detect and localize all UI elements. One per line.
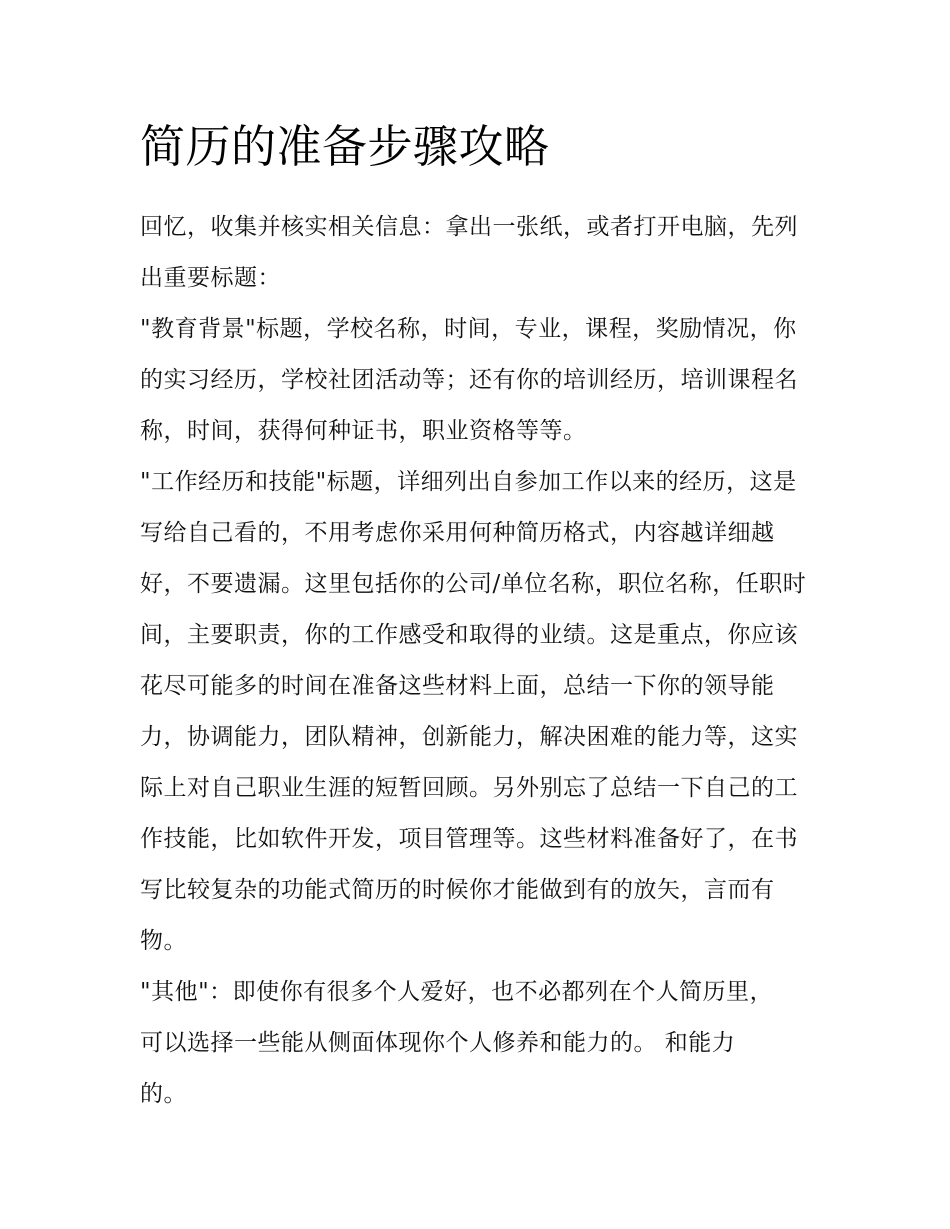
page-title: 简历的准备步骤攻略 — [140, 120, 550, 173]
paragraph-education: "教育背景"标题，学校名称，时间，专业，课程，奖励情况，你的实习经历，学校社团活动等；还有你的培训经历，培训课程名称，时间，获得何种证书，职业资格等等。 — [140, 316, 798, 444]
document-body — [140, 112, 812, 1120]
paragraph-other: "其他"：即使你有很多个人爱好，也不必都列在个人简历里，可以选择一些能从侧面体现你个人修养和能力的。 和能力的。 — [140, 979, 774, 1107]
paragraph-work-experience: "工作经历和技能"标题，详细列出自参加工作以来的经历，这是写给自己看的，不用考虑你采用何种简历格式，内容越详细越好，不要遗漏。这里包括你的公司/单位名称，职位名称，任职时间，主要职责，你的工作感受和取得的业绩。这是重点，你应该花尽可能多的时间在准备这些材料上面，总结一下你的领导能力，协调能力，团队精神，创新能力，解决困难的能力等，这实际上对自己职业生涯的短暂回顾。另外别忘了总结一下自己的工作技能，比如软件开发，项目管理等。这些材料准备好了，在书写比较复杂的功能式简历的时候你才能做到有的放矢，言而有物。 — [140, 469, 807, 954]
paragraph-intro: 回忆，收集并核实相关信息：拿出一张纸，或者打开电脑，先列出重要标题： — [140, 214, 798, 291]
